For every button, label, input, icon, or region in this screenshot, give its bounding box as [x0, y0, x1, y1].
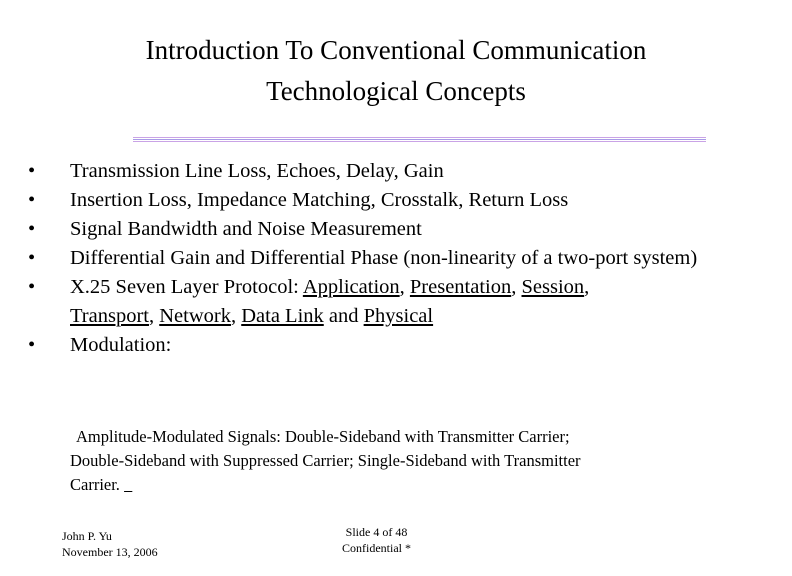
footer-author: John P. Yu: [62, 529, 112, 543]
layer-application-link[interactable]: Application: [302, 276, 400, 298]
bullet-item: [28, 331, 750, 360]
layer-transport-link[interactable]: Transport: [70, 305, 149, 327]
layer-physical-link[interactable]: Physical: [363, 305, 434, 327]
bullet-list: [28, 157, 750, 360]
modulation-line-2: Double-Sideband with Suppressed Carrier; Single-Sideband with Transmitter: [70, 451, 581, 470]
layer-session-link[interactable]: Session: [521, 276, 585, 298]
bullet-item: [28, 244, 750, 273]
bullet-dot-icon: •: [28, 218, 36, 240]
bullet-dot-icon: •: [28, 189, 36, 211]
separator: ,: [230, 305, 242, 327]
title-divider-line: [133, 141, 706, 142]
modulation-line-3: Carrier.: [70, 475, 120, 494]
separator: ,: [148, 305, 160, 327]
footer-slide-number: Slide 4 of 48: [345, 525, 408, 539]
modulation-detail: [70, 425, 710, 497]
footer-date: November 13, 2006: [62, 545, 158, 559]
layer-presentation-link[interactable]: Presentation: [409, 276, 512, 298]
bullet-text: Insertion Loss, Impedance Matching, Crosstalk, Return Loss: [70, 189, 569, 211]
bullet-dot-icon: •: [28, 276, 36, 298]
bullet-text: Signal Bandwidth and Noise Measurement: [70, 218, 422, 240]
title-divider-line: [133, 137, 706, 138]
separator: ,: [399, 276, 410, 298]
slide-title: [60, 30, 732, 112]
bullet-text: Differential Gain and Differential Phase (non-linearity of a two-port system): [70, 247, 698, 269]
slide-title-line-2: Technological Concepts: [266, 76, 526, 106]
separator: ,: [511, 276, 522, 298]
modulation-line-1: Amplitude-Modulated Signals: Double-Sideband with Transmitter Carrier;: [76, 427, 570, 446]
bullet-dot-icon: •: [28, 334, 36, 356]
bullet-text: Transmission Line Loss, Echoes, Delay, Gain: [70, 160, 444, 182]
bullet-item-protocol: [28, 273, 750, 331]
bullet-dot-icon: •: [28, 247, 36, 269]
slide-title-line-1: Introduction To Conventional Communication: [145, 35, 647, 65]
separator: ,: [584, 276, 590, 298]
trailing-underline: [124, 475, 132, 494]
footer-author-block: [62, 528, 158, 560]
protocol-prefix: X.25 Seven Layer Protocol:: [70, 276, 303, 298]
bullet-dot-icon: •: [28, 160, 36, 182]
bullet-item: [28, 186, 750, 215]
bullet-item: [28, 215, 750, 244]
bullet-text: Modulation:: [70, 334, 172, 356]
bullet-item: [28, 157, 750, 186]
title-divider-line: [133, 139, 706, 140]
conjunction: and: [323, 305, 364, 327]
layer-network-link[interactable]: Network: [159, 305, 231, 327]
footer-confidential: Confidential *: [342, 541, 411, 555]
footer-slide-info: [342, 524, 411, 556]
layer-data-link-link[interactable]: Data Link: [241, 305, 324, 327]
